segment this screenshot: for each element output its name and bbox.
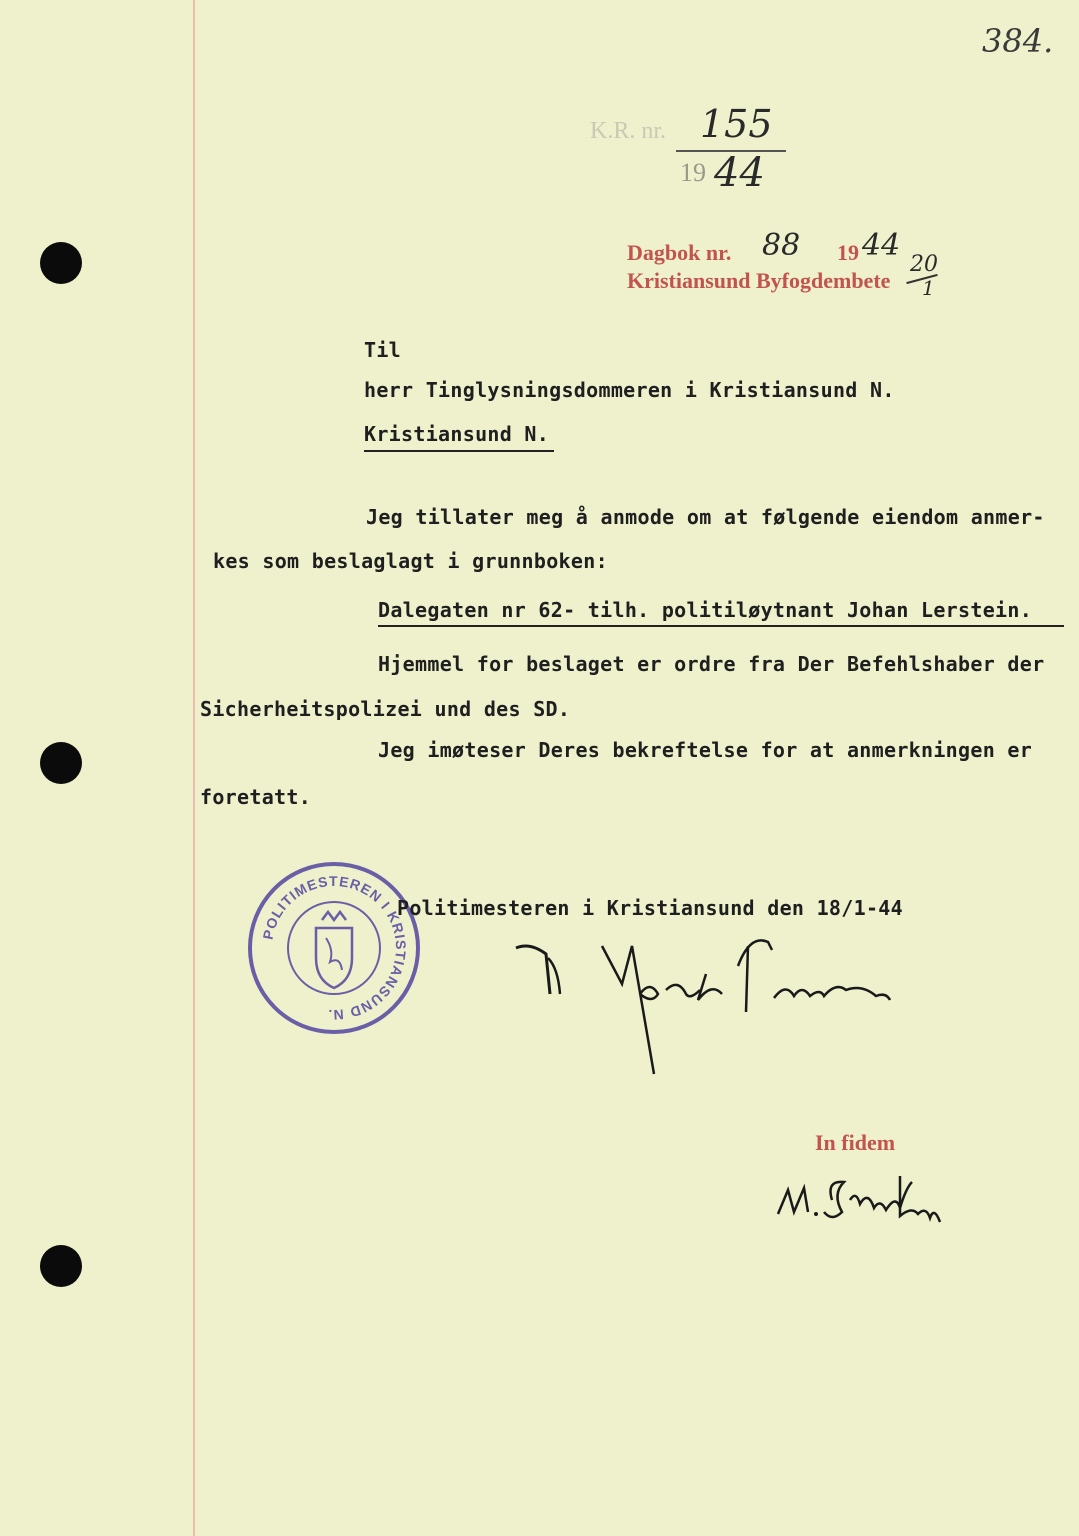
dagbok-date-top: 20	[910, 252, 938, 277]
margin-rule	[193, 0, 195, 1536]
recipient-city: Kristiansund N.	[364, 422, 550, 446]
register-year-written: 44	[714, 150, 765, 196]
paragraph-2-line-1: Hjemmel for beslaget er ordre fra Der Befehlshaber der	[378, 652, 1045, 676]
punch-hole-middle	[40, 742, 82, 784]
paragraph-3-line-2: foretatt.	[200, 785, 312, 809]
register-year-printed: 19	[680, 158, 706, 187]
recipient-line: herr Tinglysningsdommeren i Kristiansund N.	[364, 378, 895, 402]
dagbok-label: Dagbok nr.	[627, 240, 732, 265]
in-fidem-signature	[772, 1160, 942, 1230]
property-underline	[378, 625, 1064, 627]
salutation-til: Til	[364, 338, 402, 362]
dagbok-year-printed: 19	[837, 240, 859, 265]
dagbok-date-bottom: 1	[922, 276, 935, 300]
paragraph-1-line-1: Jeg tillater meg å anmode om at følgende eiendom anmer-	[366, 505, 1045, 529]
paragraph-1-line-2: kes som beslaglagt i grunnboken:	[213, 549, 608, 573]
punch-hole-top	[40, 242, 82, 284]
city-underline	[364, 450, 554, 452]
punch-hole-bottom	[40, 1245, 82, 1287]
in-fidem-stamp: In fidem	[815, 1130, 896, 1155]
dagbok-year-written: 44	[862, 228, 901, 263]
handwritten-signature	[510, 928, 920, 1078]
register-prefix: K.R. nr.	[590, 118, 667, 144]
page-number: 384.	[982, 22, 1054, 60]
property-line: Dalegaten nr 62- tilh. politiløytnant Johan Lerstein.	[378, 598, 1033, 622]
police-seal-ring-text: POLITIMESTEREN I KRISTIANSUND N.	[259, 872, 410, 1024]
dagbok-office: Kristiansund Byfogdembete	[627, 268, 891, 293]
paragraph-3-line-1: Jeg imøteser Deres bekreftelse for at anmerkningen er	[378, 738, 1033, 762]
paragraph-2-line-2: Sicherheitspolizei und des SD.	[200, 697, 571, 721]
police-seal-stamp	[244, 858, 424, 1038]
dagbok-number: 88	[762, 228, 801, 263]
signature-line: Politimesteren i Kristiansund den 18/1-44	[397, 896, 903, 920]
register-number: 155	[700, 102, 773, 146]
